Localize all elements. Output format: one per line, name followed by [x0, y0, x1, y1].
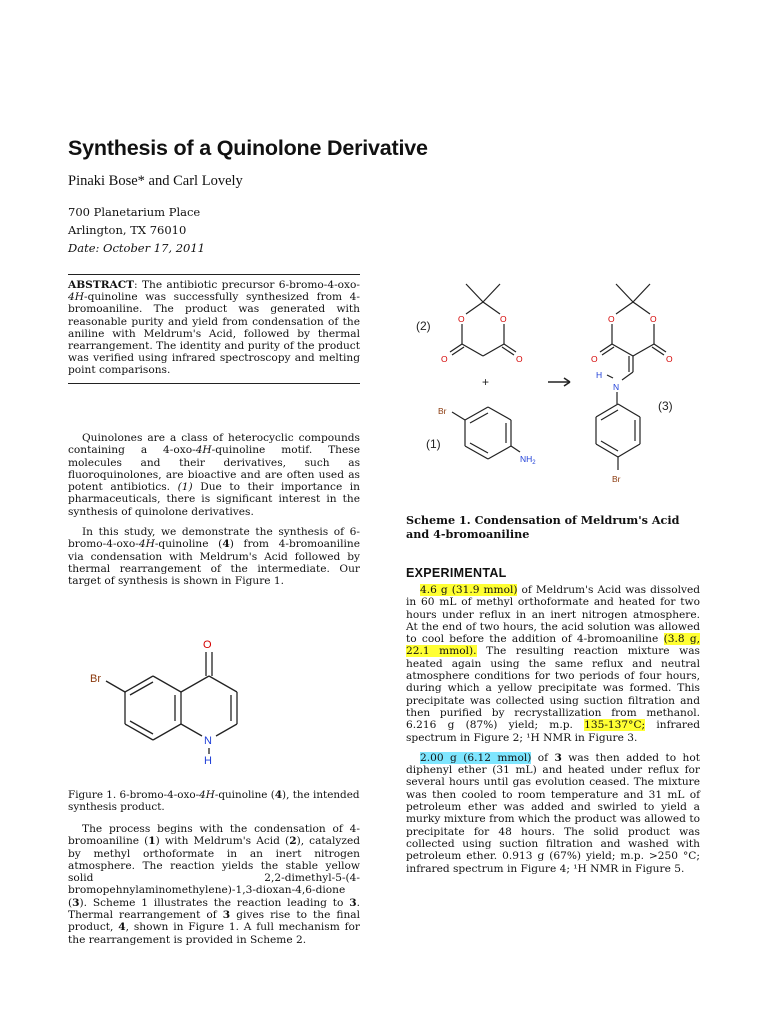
experimental-paragraph-1: 4.6 g (31.9 mmol) of Meldrum's Acid was dissolved in 60 mL of methyl orthoformate and heated for two hours under reflux in an inert nitrogen atmosphere. At the end of two hours, the acid solution was allowed to cool before the addition of 4-bromoaniline (3.8 g, 22.1 mmol). The resulting reaction mixture was heated again using the same reflux and neutral atmosphere conditions for two periods of four hours, during which a yellow precipitate was formed. This precipitate was collected using suction filtration and then purified by recrystallization from methanol. 6.216 g (87%) yield; m.p. 135-137°C; infrared spectrum in Figure 2; ¹H NMR in Figure 3.: [406, 584, 701, 744]
figure1-caption: Figure 1. 6-bromo-4-oxo-4H-quinoline (4), the intended synthesis product.: [68, 789, 360, 813]
address-line-1: 700 Planetarium Place: [68, 205, 201, 219]
scheme-br-label-2: Br: [612, 474, 621, 484]
author-line: Pinaki Bose* and Carl Lovely: [68, 173, 243, 189]
intro-paragraph-1: Quinolones are a class of heterocyclic compounds containing a 4-oxo-4H-quinoline motif. These molecules and their derivatives, such as fluoroquinolones, are bioactive and are often used as potent antibiotics. (1) Due to their importance in pharmaceuticals, there is significant interest in the synthesis of quinolone derivatives.: [68, 432, 361, 518]
scheme1-reaction-diagram: [410, 272, 710, 497]
scheme-o-label-4: O: [516, 354, 523, 364]
fig1-bromine-label: Br: [90, 673, 101, 685]
abstract-italic-h: 4H: [68, 291, 84, 304]
abstract-text-a: : The antibiotic precursor 6-bromo-4-oxo-: [134, 279, 360, 291]
abstract-label: ABSTRACT: [68, 279, 135, 291]
experimental-heading: EXPERIMENTAL: [406, 566, 507, 580]
paper-title: Synthesis of a Quinolone Derivative: [68, 136, 428, 160]
experimental-paragraph-2: 2.00 g (6.12 mmol) of 3 was then added to hot diphenyl ether (31 mL) and heated under reflux for several hours until gas evolution ceased. The mixture was then cooled to room temperature and 31 mL of petroleum ether was added and swirled to yield a murky mixture from which the product was allowed to precipitate for 48 hours. The solid product was collected using suction filtration and washed with petroleum ether. 0.913 g (67%) yield; m.p. >250 °C; infrared spectrum in Figure 4; ¹H NMR in Figure 5.: [406, 751, 700, 875]
scheme-reaction-arrow: →: [546, 368, 547, 369]
scheme-label-1: (1): [426, 437, 441, 451]
figure1-quinolone-structure: [70, 630, 270, 770]
scheme-o-label-2: O: [500, 314, 507, 324]
abstract-text-b: -quinoline was successfully synthesized from 4-bromoaniline. The product was generated with reasonable purity and yield from condensation of the aniline with Meldrum's Acid, followed by thermal rearrangement. The identity and purity of the product was verified using infrared spectroscopy and melting point comparisons.: [68, 291, 360, 377]
fig1-nitrogen-label: N: [204, 735, 212, 747]
highlight-mass-2: (3.8 g, 22.1 mmol).: [406, 633, 701, 658]
fig1-oxygen-label: O: [203, 639, 212, 651]
scheme-label-3: (3): [658, 399, 673, 413]
intro-paragraph-2: In this study, we demonstrate the synthesis of 6-bromo-4-oxo-4H-quinoline (4) from 4-bromoaniline via condensation with Meldrum's Acid followed by thermal rearrangement of the intermediate. Our target of synthesis is shown in Figure 1.: [68, 526, 360, 588]
process-paragraph: The process begins with the condensation of 4-bromoaniline (1) with Meldrum's Acid (2), catalyzed by methyl orthoformate in an inert nitrogen atmosphere. The reaction yields the stable yellow solid 2,2-dimethyl-5-(4-bromopehnylaminomethylene)-1,3-dioxan-4,6-dione (3). Scheme 1 illustrates the reaction leading to 3. Thermal rearrangement of 3 gives rise to the final product, 4, shown in Figure 1. A full mechanism for the rearrangement is provided in Scheme 2.: [68, 823, 360, 946]
fig1-hydrogen-label: H: [204, 755, 212, 767]
highlight-melting-point: 135-137°C;: [584, 719, 646, 732]
highlight-mass-3: 2.00 g (6.12 mmol): [420, 751, 532, 764]
process-section: [68, 823, 360, 954]
scheme1-caption: Scheme 1. Condensation of Meldrum's Acid and 4-bromoaniline: [406, 513, 680, 541]
scheme-o-label-6: O: [650, 314, 657, 324]
paper-date: Date: October 17, 2011: [68, 241, 205, 255]
scheme-o-label-5: O: [608, 314, 615, 324]
scheme-n-label: N: [613, 382, 620, 392]
abstract-box: [68, 274, 360, 384]
scheme-o-label-7: O: [591, 354, 598, 364]
highlight-mass-1: 4.6 g (31.9 mmol): [420, 584, 518, 596]
scheme-o-label-3: O: [441, 354, 448, 364]
scheme-nh2-label: $NH_2$: [520, 454, 536, 466]
scheme-br-label-1: Br: [438, 406, 447, 416]
scheme-h-label: H: [596, 370, 603, 380]
scheme-label-2: (2): [416, 319, 431, 333]
experimental-section: [406, 584, 700, 883]
scheme-o-label-8: O: [666, 354, 673, 364]
address-line-2: Arlington, TX 76010: [68, 223, 187, 237]
scheme-o-label-1: O: [458, 314, 465, 324]
intro-section: [68, 432, 360, 596]
scheme-plus-sign: +: [482, 375, 490, 389]
